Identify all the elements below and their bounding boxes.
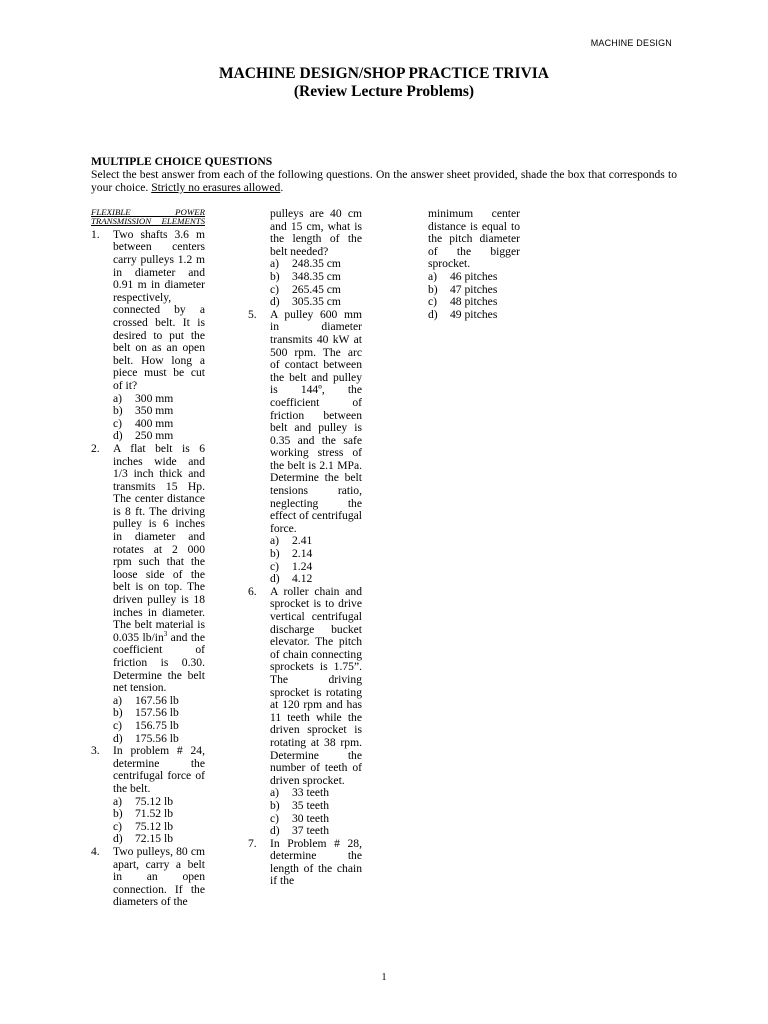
option-letter: c) xyxy=(113,819,123,833)
question-number: 5. xyxy=(248,307,257,321)
instructions-emphasis: Strictly no erasures allowed xyxy=(151,180,281,194)
option-letter: d) xyxy=(428,307,438,321)
page-number: 1 xyxy=(381,972,387,983)
option-text: 156.75 lb xyxy=(135,718,179,732)
question-text: In problem # 24, determine the centrifugal force of the belt. xyxy=(113,744,205,795)
option-text: 46 pitches xyxy=(450,269,498,283)
mcq-instructions xyxy=(91,169,677,195)
option-text: 167.56 lb xyxy=(135,693,179,707)
option xyxy=(270,548,362,561)
column-1 xyxy=(91,208,205,909)
question-7-continued xyxy=(406,208,520,321)
question-number: 2. xyxy=(91,441,100,455)
question-text: minimum center distance is equal to the pitch diameter of the bigger sprocket. xyxy=(428,207,520,271)
option xyxy=(270,271,362,284)
option xyxy=(113,405,205,418)
option-text: 49 pitches xyxy=(450,307,498,321)
question-4 xyxy=(91,846,205,909)
option-letter: a) xyxy=(113,391,123,405)
option-text: 300 mm xyxy=(135,391,174,405)
option-letter: d) xyxy=(113,429,123,443)
question-text: In Problem # 28, determine the length of the chain if the xyxy=(270,836,362,888)
document-title: MACHINE DESIGN/SHOP PRACTICE TRIVIA xyxy=(218,65,549,82)
option-letter: a) xyxy=(113,794,123,808)
question-text: A roller chain and sprocket is to drive vertical centrifugal discharge bucket elevator. The pitch of chain connecting sprockets is 1.75”. The driving sprocket is rotating at 120 rpm and has 11 teeth while the driven sprocket is rotating at 38 rpm. Determine the number of teeth of driven sprocket. xyxy=(270,584,362,787)
option-text: 48 pitches xyxy=(450,295,498,309)
option xyxy=(113,720,205,733)
option-letter: b) xyxy=(270,798,280,812)
question-3 xyxy=(91,745,205,846)
option-text: 37 teeth xyxy=(292,824,330,838)
option-text: 1.24 xyxy=(292,559,313,573)
question-2 xyxy=(91,443,205,745)
option xyxy=(428,296,520,309)
question-text: A pulley 600 mm in diameter transmits 40 kW at 500 rpm. The arc of contact between the belt and pulley is 144º, the coefficient of friction between belt and pulley is 0.35 and the safe working stress of the belt is 2.1 MPa. Determine the belt tensions ratio, neglecting the effect of centrifugal force. xyxy=(270,307,362,535)
option-text: 47 pitches xyxy=(450,282,498,296)
question-text-part: and the coefficient of friction is 0.30. Determine the belt net tension. xyxy=(113,630,205,695)
question-6 xyxy=(248,586,362,838)
option-letter: d) xyxy=(270,572,280,586)
mcq-intro xyxy=(91,156,677,194)
option-text: 75.12 lb xyxy=(135,819,174,833)
option xyxy=(113,808,205,821)
option-letter: d) xyxy=(270,824,280,838)
question-number: 6. xyxy=(248,584,257,598)
question-number: 3. xyxy=(91,744,100,758)
question-text: Two shafts 3.6 m between centers carry pulleys 1.2 m in diameter and 0.91 m in diameter respectively, connected by a crossed belt. It is desired to put the belt on as an open belt. How long a piece must be cut of it? xyxy=(113,227,205,392)
option-letter: c) xyxy=(113,416,123,430)
option-text: 348.35 cm xyxy=(292,269,341,283)
question-number: 4. xyxy=(91,844,100,858)
option-text: 71.52 lb xyxy=(135,807,174,821)
question-text: pulleys are 40 cm and 15 cm, what is the length of the belt needed? xyxy=(270,207,362,258)
question-number: 7. xyxy=(248,836,257,850)
option-letter: b) xyxy=(113,807,123,821)
option xyxy=(428,309,520,322)
question-number: 1. xyxy=(91,227,100,241)
option-letter: b) xyxy=(113,404,123,418)
option-letter: d) xyxy=(270,295,280,309)
option-text: 248.35 cm xyxy=(292,257,341,271)
option xyxy=(270,573,362,586)
option-text: 30 teeth xyxy=(292,811,330,825)
option xyxy=(270,800,362,813)
option xyxy=(270,561,362,574)
option-letter: a) xyxy=(270,534,280,548)
option-letter: b) xyxy=(428,282,438,296)
option xyxy=(428,271,520,284)
question-7 xyxy=(248,838,362,888)
option-text: 2.14 xyxy=(292,547,313,561)
option-letter: c) xyxy=(113,718,123,732)
mcq-heading: MULTIPLE CHOICE QUESTIONS xyxy=(91,155,273,168)
option-text: 35 teeth xyxy=(292,798,330,812)
option-letter: c) xyxy=(428,295,438,309)
option-text: 4.12 xyxy=(292,572,313,586)
option xyxy=(270,296,362,309)
question-4-continued xyxy=(248,208,362,309)
option-text: 350 mm xyxy=(135,404,174,418)
option-letter: c) xyxy=(270,811,280,825)
option-letter: c) xyxy=(270,559,280,573)
option-letter: b) xyxy=(270,547,280,561)
option-text: 157.56 lb xyxy=(135,706,179,720)
instructions-text: Select the best answer from each of the following questions. On the answer sheet provided, shade the box that corresponds to your choice. xyxy=(91,167,677,194)
question-1 xyxy=(91,229,205,443)
question-text xyxy=(113,443,205,695)
option-text: 305.35 cm xyxy=(292,295,341,309)
option-text: 265.45 cm xyxy=(292,282,341,296)
question-5 xyxy=(248,309,362,586)
option-text: 75.12 lb xyxy=(135,794,174,808)
option xyxy=(270,825,362,838)
section-title: FLEXIBLE POWER TRANSMISSION ELEMENTS xyxy=(91,207,205,227)
option-letter: a) xyxy=(428,269,438,283)
option-text: 33 teeth xyxy=(292,786,330,800)
document-subtitle: (Review Lecture Problems) xyxy=(293,83,475,100)
running-header: MACHINE DESIGN xyxy=(590,38,672,48)
option-text: 250 mm xyxy=(135,429,174,443)
option-letter: c) xyxy=(270,282,280,296)
option-letter: a) xyxy=(113,693,123,707)
option-letter: a) xyxy=(270,786,280,800)
column-2 xyxy=(248,208,362,888)
instructions-end: . xyxy=(280,180,284,194)
option-letter: b) xyxy=(270,269,280,283)
option-text: 72.15 lb xyxy=(135,832,174,846)
option-letter: d) xyxy=(113,731,123,745)
option-letter: a) xyxy=(270,257,280,271)
question-text-part: A flat belt is 6 inches wide and 1/3 inch thick and transmits 15 Hp. The center distance is 8 ft. The driving pulley is 6 inches in diameter and rotates at 2 000 rpm such that the loose side of the belt is on top. The driven pulley is 18 inches in diameter. The belt material is 0.035 lb/in xyxy=(113,441,205,644)
option xyxy=(270,535,362,548)
option-text: 400 mm xyxy=(135,416,174,430)
option-letter: b) xyxy=(113,706,123,720)
option-text: 175.56 lb xyxy=(135,731,179,745)
option-letter: d) xyxy=(113,832,123,846)
superscript: 3 xyxy=(163,629,168,638)
question-text: Two pulleys, 80 cm apart, carry a belt in an open connection. If the diameters of the xyxy=(113,844,205,909)
column-3 xyxy=(406,208,520,321)
option-text: 2.41 xyxy=(292,534,313,548)
